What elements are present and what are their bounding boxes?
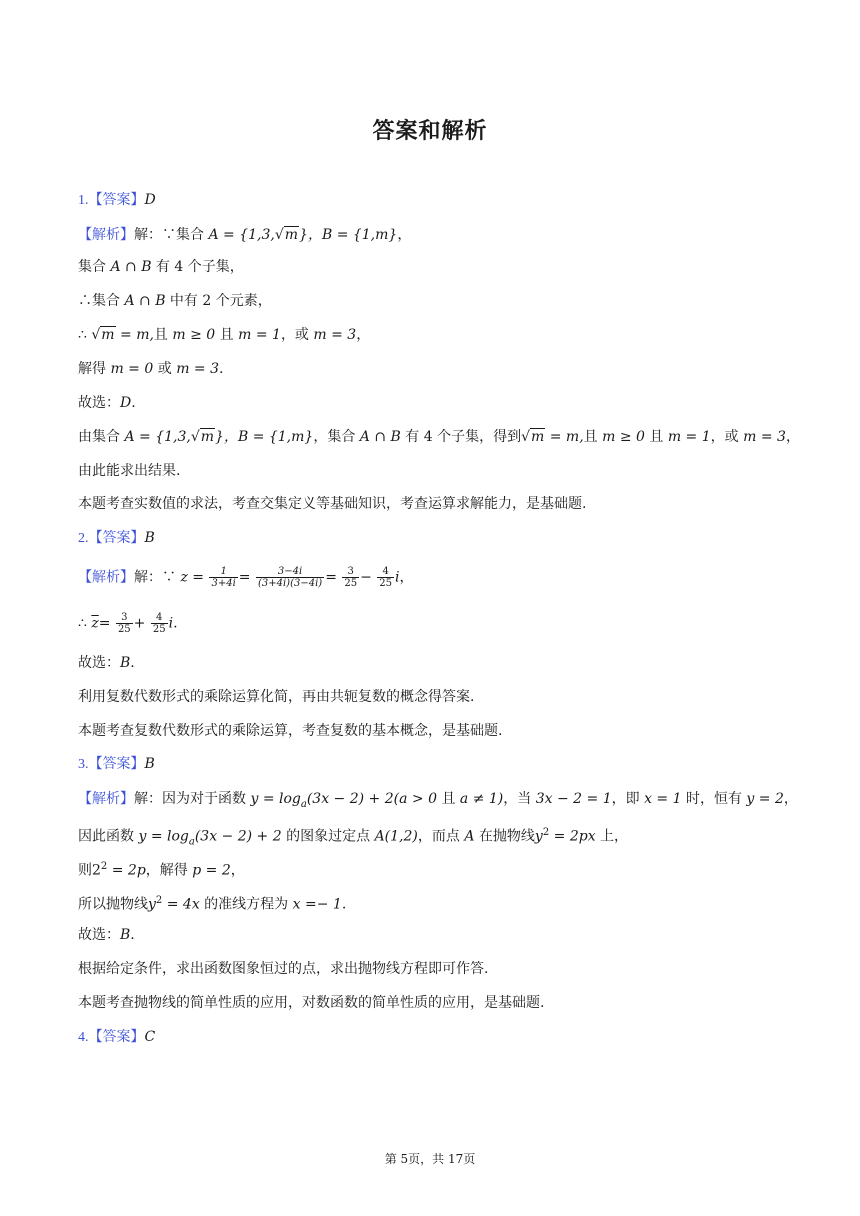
q1-analysis-line-3: ∴集合 A ∩ B 中有 2 个元素， (78, 293, 272, 309)
q2-answer: B (144, 530, 155, 546)
analysis-tag: 【解析】 (78, 227, 134, 243)
q2-number: 2. (78, 531, 89, 546)
q2-answer-line: 2.【答案】B (78, 530, 155, 546)
q2-choice-line: 故选：B. (78, 655, 135, 671)
q3-method-line: 根据给定条件，求出函数图象恒过的点，求出抛物线方程即可作答. (78, 961, 489, 977)
q4-answer-line: 4.【答案】C (78, 1029, 156, 1045)
page-footer: 第 5页，共 17页 (384, 1152, 476, 1166)
q3-analysis-line-4: 所以抛物线$y^2 = 4x$ 的准线方程为 x =− 1. (78, 895, 347, 913)
q1-choice-line: 故选：D. (78, 395, 136, 411)
q1-analysis-line-1: 【解析】解：∵集合 A = {1,3,√m}，B = {1,m}， (78, 227, 412, 243)
q4-number: 4. (78, 1030, 89, 1045)
q4-answer: C (144, 1029, 156, 1045)
answer-tag: 【答案】 (88, 192, 145, 208)
q3-answer: B (144, 756, 155, 772)
q3-answer-line: 3.【答案】B (78, 756, 155, 772)
q2-method-line: 利用复数代数形式的乘除运算化简，再由共轭复数的概念得答案. (78, 689, 475, 705)
q1-comment-line: 本题考查实数值的求法，考查交集定义等基础知识，考查运算求解能力，是基础题. (78, 496, 587, 512)
q3-analysis-line-3: 则$2^2 = 2p$，解得 p = 2， (78, 861, 245, 879)
q2-comment-line: 本题考查复数代数形式的乘除运算，考查复数的基本概念，是基础题. (78, 723, 503, 739)
q3-comment-line: 本题考查抛物线的简单性质的应用，对数函数的简单性质的应用，是基础题. (78, 995, 545, 1011)
q3-choice-line: 故选：B. (78, 927, 135, 943)
q1-analysis-line-4: ∴ √m = m,且 m ≥ 0 且 m = 1，或 m = 3， (78, 327, 371, 343)
q1-analysis-line-2: 集合 A ∩ B 有 4 个子集， (78, 259, 244, 275)
q1-answer-line (78, 190, 156, 211)
q1-method-line: 由集合 A = {1,3,√m}，B = {1,m}，集合 A ∩ B 有 4 个子集，得到√m = m,且 m ≥ 0 且 m = 1，或 m = 3， (78, 429, 800, 445)
q1-answer: D (144, 192, 156, 208)
q3-number: 3. (78, 757, 89, 772)
q1-analysis-line-5: 解得 m = 0 或 m = 3. (78, 361, 224, 377)
q1-number: 1. (78, 193, 89, 208)
q1-conclusion-line: 由此能求出结果. (78, 463, 181, 479)
q3-analysis-line-2: 因此函数 $y = \log_a(3x - 2) + 2$ 的图象过定点 A(1,2)，而点 A 在抛物线$y^2 = 2px$ 上， (78, 827, 629, 848)
page-title: 答案和解析 (372, 119, 488, 144)
q3-analysis-line-1: 【解析】解：因为对于函数 $y = \log_a(3x - 2) + 2(a > 0$ 且 a ≠ 1)，当 3x − 2 = 1，即 x = 1 时，恒有 y = 2， (78, 791, 798, 810)
q2-analysis-line-1: 【解析】解：∵ z = $\frac{1}{3+4i}$ = $\frac{3-4i}{(3+4i)(3-4i)}$ = $\frac{3}{25}$ − $\frac{4}{25}$ i， (78, 566, 414, 589)
q2-analysis-line-2: ∴ $\overline{z}=$ $\frac{3}{25}$ + $\frac{4}{25}$ i. (78, 612, 178, 635)
